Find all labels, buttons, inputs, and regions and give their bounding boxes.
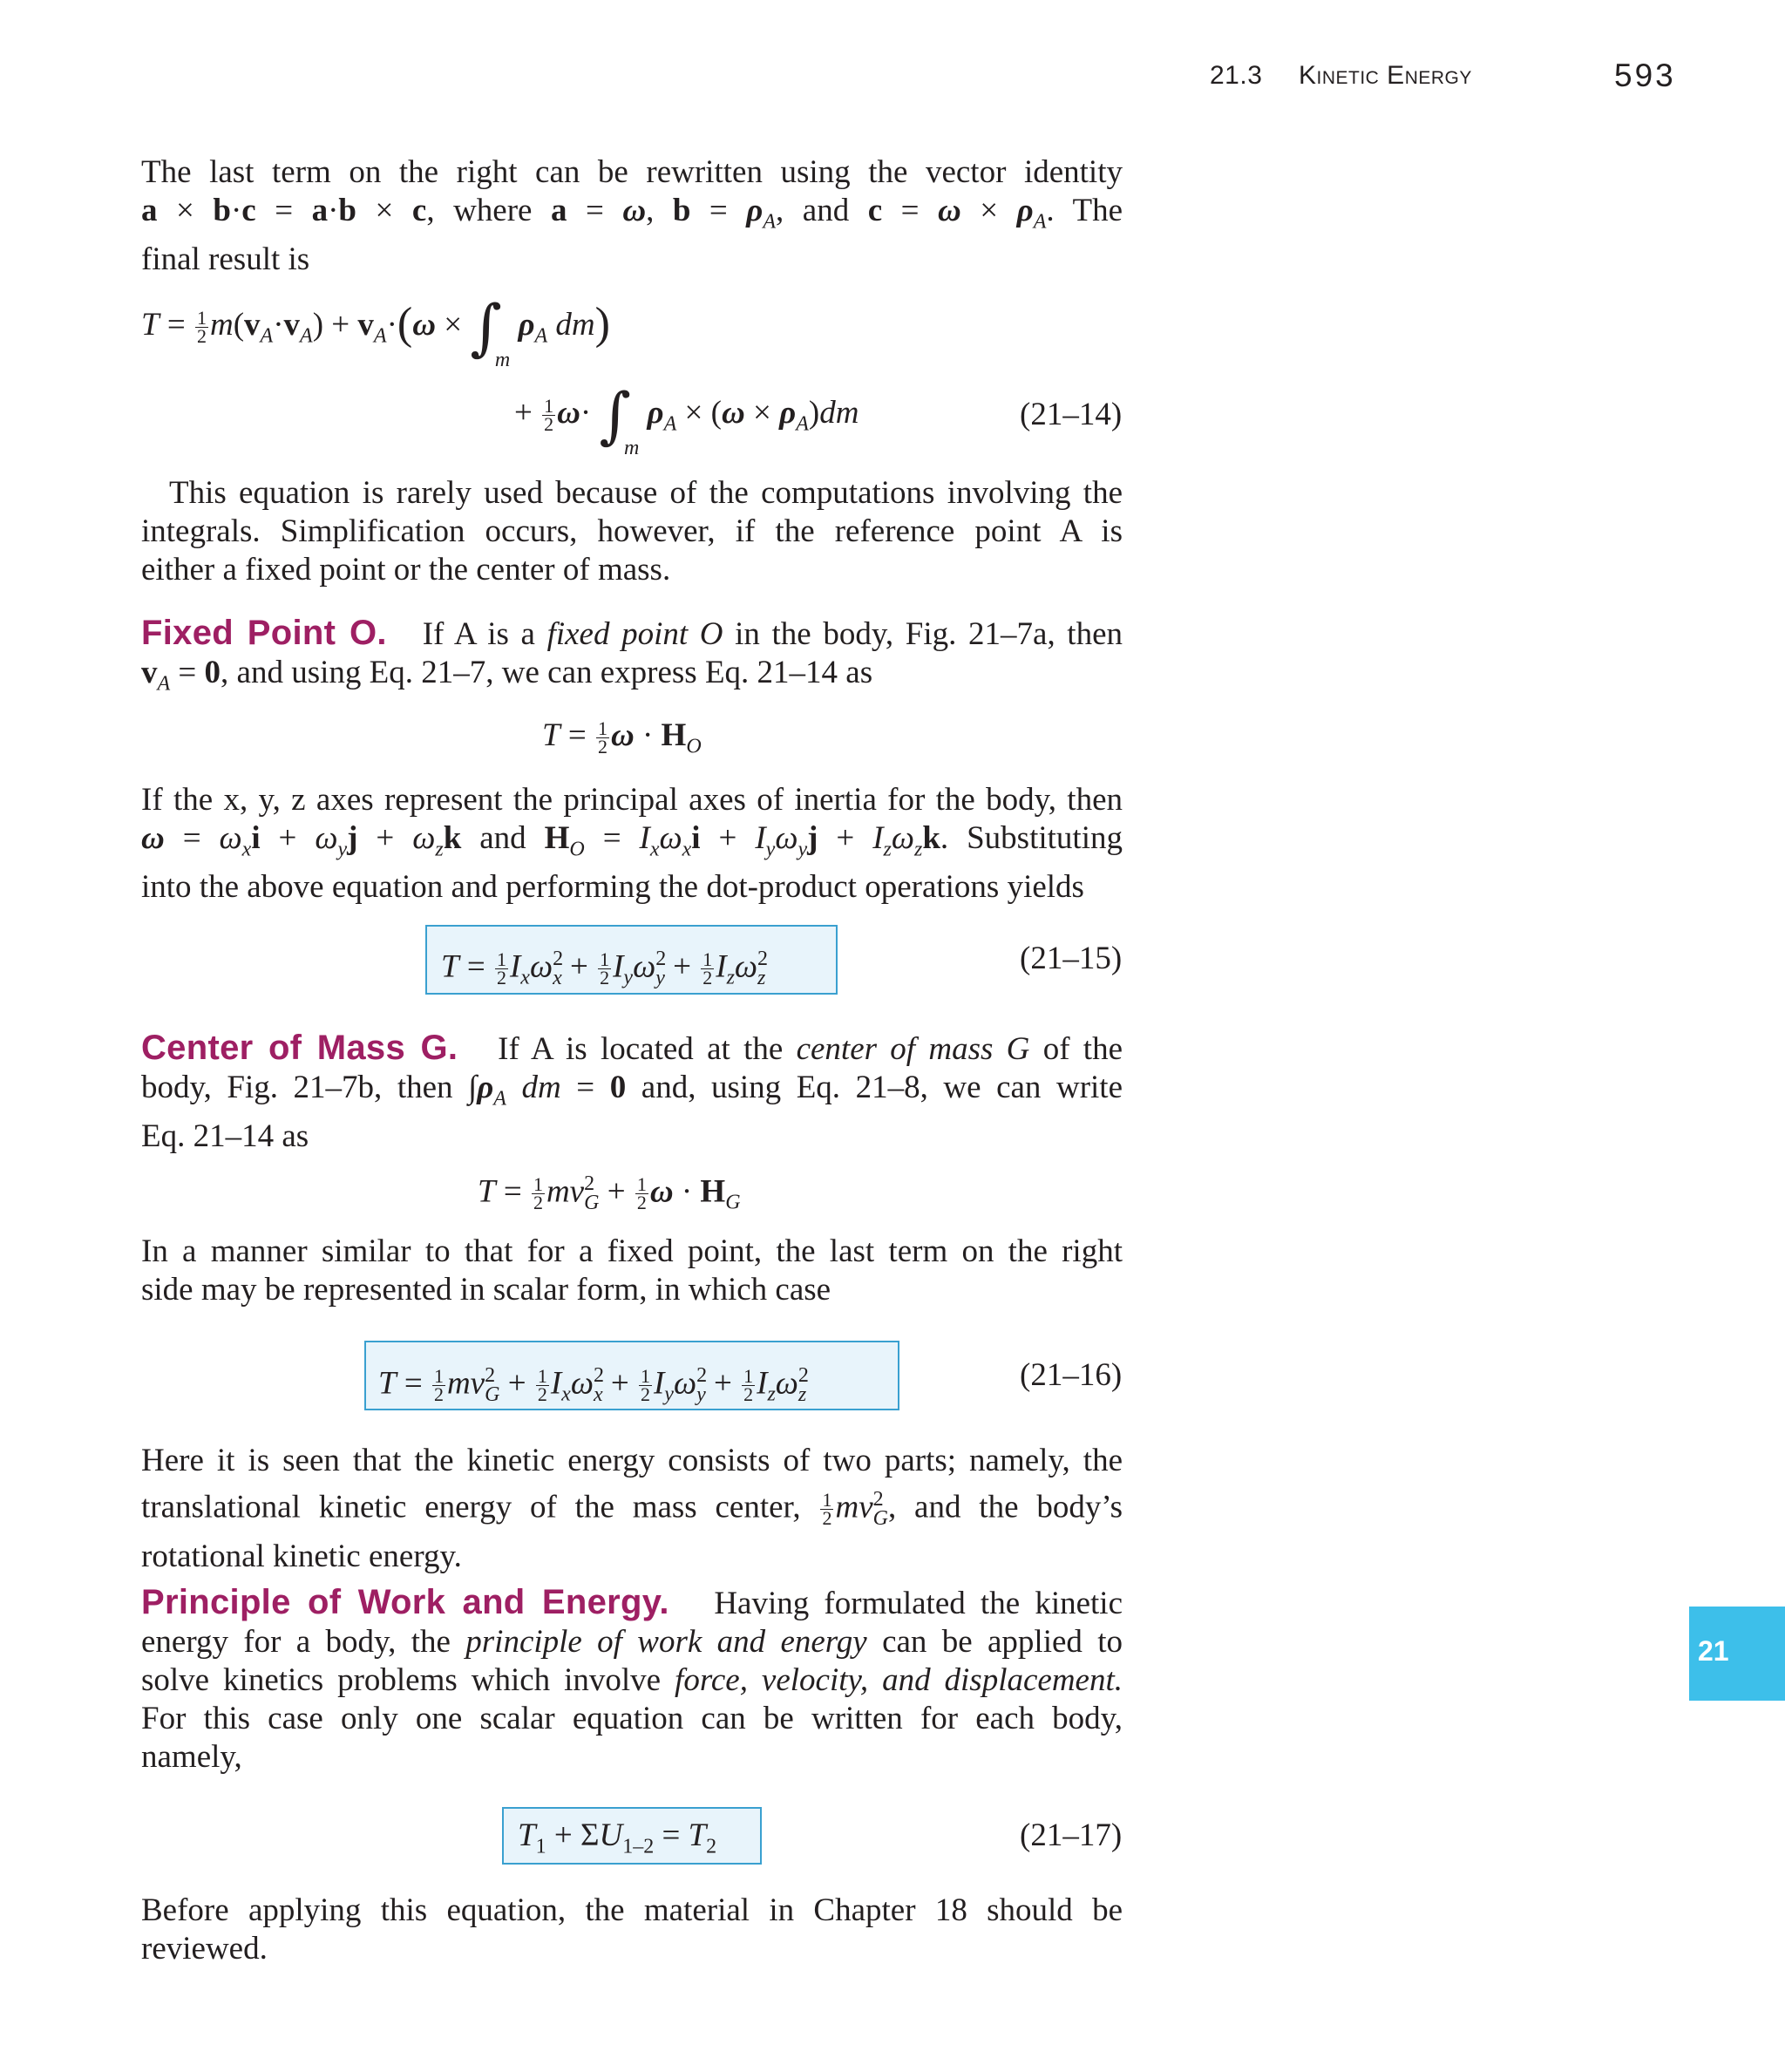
equation-number: (21–14)	[1020, 397, 1123, 432]
equation-number: (21–17)	[1020, 1817, 1123, 1853]
equation-21-15: T = $\frac{1}{2}$ $I_x\omega^2_x$ + $\frac{1}{2}$ $I_y\omega^2_y$ + $\frac{1}{2}$ $I_z\omega^2_z$	[441, 948, 769, 989]
paragraph-principal-axes	[141, 781, 1123, 907]
chapter-tab	[1689, 1607, 1785, 1701]
page-number: 593	[1614, 58, 1676, 93]
equation-number: (21–15)	[1020, 941, 1123, 976]
equation-t-mvg-omega-hg: T = $\frac{1}{2}$ $mv^2_G$ + $\frac{1}{2}$ $\omega \cdot H_G$	[478, 1172, 741, 1214]
paragraph-line: Principle of Work and Energy. Having formulated the kinetic	[141, 1583, 1123, 1621]
paragraph-line: In a manner similar to that for a fixed point, the last term on the right	[141, 1233, 1123, 1269]
paragraph-line: rotational kinetic energy.	[141, 1538, 462, 1574]
paragraph-line: a × b·c = a·b × c, where a = ω, $b = \rho_A$, and $c = \omega \times \rho_A$. The	[141, 193, 1123, 234]
equation-21-16: T = $\frac{1}{2}$ $mv^2_G$ + $\frac{1}{2}$ $I_x\omega^2_x$ + $\frac{1}{2}$ $I_y\omega^2_y$ + $\frac{1}{2}$ $I_z\omega^2_z$	[378, 1364, 809, 1406]
paragraph-scalar-form	[141, 1233, 1123, 1309]
paragraph-line: reviewed.	[141, 1931, 268, 1967]
equation-21-14-line1: T = $\frac{1}{2}$ $m(v_A\cdot v_A) + v_A\cdot(\omega \times \int_m$ $\rho_A$ dm)	[141, 291, 610, 371]
section-number: 21.3	[1210, 61, 1263, 90]
equation-21-14-line2: + $\frac{1}{2}$ $\omega\cdot \int_m$ $\rho_A \times (\omega \times \rho_A)dm$	[514, 379, 859, 459]
paragraph-line: The last term on the right can be rewritten using the vector identity	[141, 154, 1123, 190]
section-title: Kinetic Energy	[1299, 61, 1472, 90]
chapter-tab-label: 21	[1698, 1635, 1729, 1667]
paragraph-line: energy for a body, the principle of work and energy can be applied to	[141, 1624, 1123, 1660]
paragraph-line: Here it is seen that the kinetic energy consists of two parts; namely, the	[141, 1443, 1123, 1478]
heading-work-energy: Principle of Work and Energy.	[141, 1583, 669, 1621]
paragraph-line: integrals. Simplification occurs, however, if the reference point A is	[141, 513, 1123, 549]
heading-fixed-point: Fixed Point O.	[141, 614, 387, 652]
equation-t-omega-ho: T = $\frac{1}{2}$ $\omega \cdot H_O$	[542, 717, 702, 758]
paragraph-kinetic-parts	[141, 1442, 1123, 1576]
paragraph-line: If the x, y, z axes represent the principal axes of inertia for the body, then	[141, 782, 1123, 818]
paragraph-line: solve kinetics problems which involve force, velocity, and displacement.	[141, 1662, 1123, 1698]
paragraph-line: Fixed Point O. If A is a fixed point O in the body, Fig. 21–7a, then	[141, 614, 1123, 652]
paragraph-fixed-point	[141, 614, 1123, 703]
paragraph-vector-identity	[141, 153, 1123, 279]
paragraph-line: body, Fig. 21–7b, then $\int\rho_A$ dm = 0 and, using Eq. 21–8, we can write	[141, 1070, 1123, 1111]
paragraph-line: $\omega = \omega_xi + \omega_yj + \omega_zk$ and $H_O = I_x\omega_xi + I_y\omega_yj + I_z\omega_zk$. Substituting	[141, 820, 1123, 861]
paragraph-line: $v_A = 0$, and using Eq. 21–7, we can express Eq. 21–14 as	[141, 655, 873, 696]
paragraph-line: For this case only one scalar equation can be written for each body,	[141, 1701, 1123, 1736]
heading-center-of-mass: Center of Mass G.	[141, 1029, 458, 1067]
paragraph-line: final result is	[141, 241, 310, 278]
paragraph-review	[141, 1892, 1123, 1968]
paragraph-line: Before applying this equation, the material in Chapter 18 should be	[141, 1892, 1123, 1928]
paragraph-work-energy	[141, 1583, 1123, 1776]
paragraph-line: namely,	[141, 1739, 242, 1775]
equation-number: (21–16)	[1020, 1357, 1123, 1393]
paragraph-line: This equation is rarely used because of the computations involving the	[169, 475, 1123, 511]
paragraph-line: Center of Mass G. If A is located at the center of mass G of the	[141, 1029, 1123, 1067]
paragraph-line: translational kinetic energy of the mass center, $\frac{1}{2}$ $mv^2_G$, and the body’s	[141, 1488, 1123, 1530]
paragraph-line: either a fixed point or the center of mass.	[141, 552, 671, 588]
paragraph-line: side may be represented in scalar form, in which case	[141, 1272, 831, 1308]
paragraph-line: into the above equation and performing the dot-product operations yields	[141, 869, 1084, 906]
paragraph-center-of-mass	[141, 1029, 1123, 1156]
paragraph-simplification	[141, 474, 1123, 589]
equation-21-17: $T_1 + \Sigma U_{1-2} = T_2$	[518, 1817, 717, 1858]
paragraph-line: Eq. 21–14 as	[141, 1118, 309, 1155]
